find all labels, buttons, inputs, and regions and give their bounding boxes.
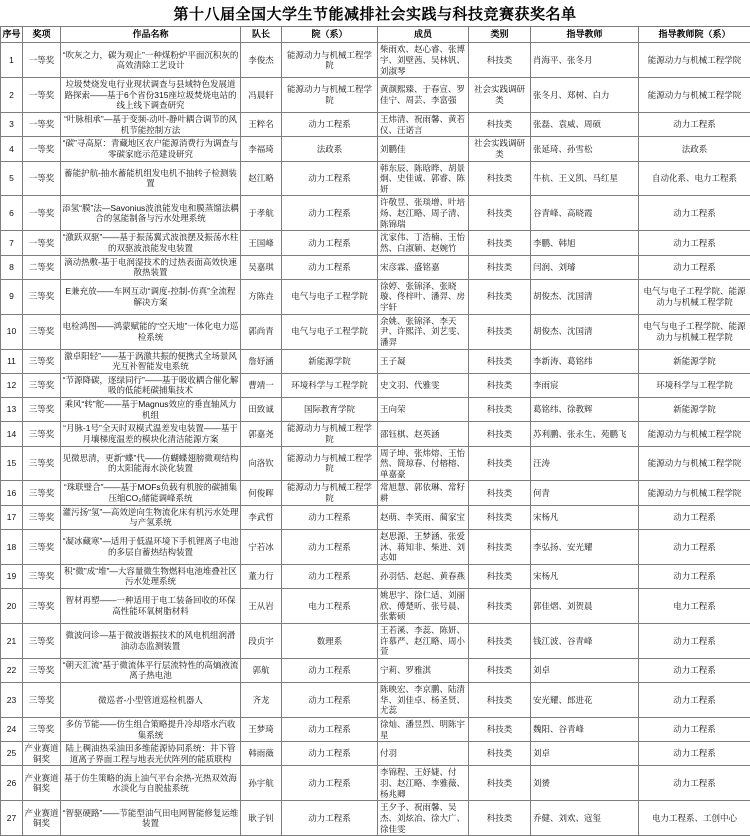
- cell-members: 沈家伟、丁浩楠、王怡然、白淑颖、赵婉竹: [378, 231, 469, 255]
- cell-seq: 24: [1, 717, 23, 741]
- cell-seq: 20: [1, 589, 23, 624]
- cell-members: 付羽: [378, 742, 469, 766]
- cell-work-title: 蓄能护航-抽水蓄能机组发电机不抽转子检测装置: [61, 161, 241, 196]
- cell-dept: 动力工程系: [282, 529, 378, 564]
- cell-award: 一等奖: [23, 196, 61, 231]
- cell-category: 科技类: [469, 196, 531, 231]
- cell-work-title: “珠联璧合”——基于MOFs负载有机胺的碳捕集压缩CO₂储能调峰系统: [61, 481, 241, 505]
- cell-members: 常旭慧、郭依琳、常籽耕: [378, 481, 469, 505]
- cell-seq: 21: [1, 623, 23, 658]
- table-row: [1, 161, 750, 196]
- cell-category: 科技类: [469, 422, 531, 446]
- cell-dept: 动力工程系: [282, 161, 378, 196]
- cell-category: 科技类: [469, 314, 531, 349]
- cell-advisor-dept: 动力工程系: [639, 564, 750, 588]
- cell-members: 王炜清、祝雨馨、黄若仪、汪诺言: [378, 113, 469, 137]
- cell-advisors: 张磊、袁威、周硕: [531, 113, 639, 137]
- cell-captain: 吴嘉琪: [241, 255, 282, 279]
- cell-advisors: 郭佳熠、刘贺晨: [531, 589, 639, 624]
- cell-advisors: 张冬月、郑树、白力: [531, 78, 639, 113]
- table-row: [1, 196, 750, 231]
- cell-advisors: 葛铭纬、徐教辉: [531, 398, 639, 422]
- cell-category: 社会实践调研类: [469, 137, 531, 161]
- column-header-captain: 队长: [241, 27, 282, 43]
- cell-category: 科技类: [469, 683, 531, 718]
- cell-captain: 王粹名: [241, 113, 282, 137]
- cell-members: 王夕予、祝雨馨、吴杰、刘炫冶、徐大广、徐佳雯: [378, 801, 469, 836]
- cell-work-title: “智驱硬路”——节能型油气田电网智能修复运维装置: [61, 801, 241, 836]
- cell-advisors: 胡俊杰、沈国清: [531, 314, 639, 349]
- cell-members: 姚思宇、徐仁适、刘丽欣、傅楚昕、张号晨、张紫硕: [378, 589, 469, 624]
- column-header-category: 类别: [469, 27, 531, 43]
- cell-dept: 能源动力与机械工程学院: [282, 43, 378, 78]
- cell-advisors: 钱江波、谷青峰: [531, 623, 639, 658]
- cell-work-title: 电检鸿图——鸿蒙赋能的“空天地”一体化电力巡检系统: [61, 314, 241, 349]
- cell-members: 余姚、张锦泽、李天尹、许熙洋、刘艺雯、潘羿: [378, 314, 469, 349]
- cell-captain: 孙宇航: [241, 766, 282, 801]
- cell-work-title: 垃圾焚烧发电行业现状调查与县域特色发展道路探索——基于6个省份315座垃圾焚烧电站的线上线下调查研究: [61, 78, 241, 113]
- cell-advisors: 何青: [531, 481, 639, 505]
- cell-award: 三等奖: [23, 422, 61, 446]
- cell-advisors: 刘卓: [531, 742, 639, 766]
- cell-advisors: 肖海平、张冬月: [531, 43, 639, 78]
- cell-work-title: 添氢“膜”法—Savonius波浪能发电和膜蒸馏法耦合的氢能制备与污水处理系统: [61, 196, 241, 231]
- cell-captain: 于孝航: [241, 196, 282, 231]
- cell-dept: 动力工程系: [282, 766, 378, 801]
- cell-members: 刘鹏佳: [378, 137, 469, 161]
- cell-work-title: 灌污扬“氢”—高效逆向生物流化床有机污水处理与产氢系统: [61, 505, 241, 529]
- cell-dept: 动力工程系: [282, 683, 378, 718]
- cell-award: 三等奖: [23, 658, 61, 682]
- cell-award: 产业赛道铜奖: [23, 742, 61, 766]
- cell-seq: 3: [1, 113, 23, 137]
- award-table: [0, 26, 750, 836]
- column-header-members: 成员: [378, 27, 469, 43]
- cell-captain: 赵江略: [241, 161, 282, 196]
- cell-dept: 动力工程系: [282, 717, 378, 741]
- cell-members: 赵萌、李笑雨、蔺家宝: [378, 505, 469, 529]
- cell-category: 科技类: [469, 505, 531, 529]
- cell-advisor-dept: 能源动力与机械工程学院: [639, 43, 750, 78]
- cell-work-title: 滴动热敷-基于电润湿技术的过热表面高效快速散热装置: [61, 255, 241, 279]
- cell-captain: 齐龙: [241, 683, 282, 718]
- cell-captain: 向洛钦: [241, 446, 282, 481]
- cell-work-title: 乘风“转”舵——基于Magnus效应的垂直轴风力机组: [61, 398, 241, 422]
- cell-work-title: 见微思清，更新“蝶”代——仿蝴蝶翅膀微观结构的太阳能海水淡化装置: [61, 446, 241, 481]
- cell-captain: 李俊杰: [241, 43, 282, 78]
- cell-seq: 26: [1, 766, 23, 801]
- cell-seq: 18: [1, 529, 23, 564]
- cell-category: 科技类: [469, 623, 531, 658]
- cell-advisors: 李弘扬、安光耀: [531, 529, 639, 564]
- cell-members: 史文羽、代雅雯: [378, 373, 469, 397]
- cell-advisors: 闫润、刘璿: [531, 255, 639, 279]
- cell-seq: 7: [1, 231, 23, 255]
- cell-award: 三等奖: [23, 717, 61, 741]
- table-row: [1, 742, 750, 766]
- cell-advisor-dept: 电力工程系、工创中心: [639, 801, 750, 836]
- cell-dept: 电力工程系: [282, 589, 378, 624]
- cell-category: 科技类: [469, 742, 531, 766]
- cell-members: 王向荣: [378, 398, 469, 422]
- cell-award: 一等奖: [23, 231, 61, 255]
- cell-dept: 能源动力与机械工程学院: [282, 481, 378, 505]
- cell-advisor-dept: 动力工程系: [639, 717, 750, 741]
- cell-work-title: “节源降碳，逐绿同行”——基于吸收耦合催化解吸的低能耗碳捕集技术: [61, 373, 241, 397]
- cell-dept: 动力工程系: [282, 801, 378, 836]
- cell-advisors: 乔健、刘欢、寇玺: [531, 801, 639, 836]
- cell-work-title: 激卓阳轻”——基于涡激共振的便携式全场景风光互补智能发电系统: [61, 349, 241, 373]
- cell-seq: 14: [1, 422, 23, 446]
- cell-category: 科技类: [469, 398, 531, 422]
- cell-advisor-dept: 动力工程系: [639, 113, 750, 137]
- cell-captain: 郭尚青: [241, 314, 282, 349]
- cell-advisors: 魏阳、谷青峰: [531, 717, 639, 741]
- cell-dept: 动力工程系: [282, 255, 378, 279]
- cell-category: 科技类: [469, 161, 531, 196]
- cell-advisor-dept: 新能源学院: [639, 349, 750, 373]
- cell-advisors: 张延琦、孙雪松: [531, 137, 639, 161]
- cell-category: 科技类: [469, 231, 531, 255]
- cell-captain: 田致诚: [241, 398, 282, 422]
- cell-seq: 17: [1, 505, 23, 529]
- table-row: [1, 78, 750, 113]
- table-row: [1, 481, 750, 505]
- cell-captain: 宁若冰: [241, 529, 282, 564]
- cell-award: 一等奖: [23, 78, 61, 113]
- cell-work-title: “吹灰之力，碳为观止”一种煤粉炉平面沉积灰的高效清除工艺设计: [61, 43, 241, 78]
- cell-category: 科技类: [469, 43, 531, 78]
- cell-work-title: 积“微”成“堆”—大容量微生物燃料电池堆叠社区污水处理系统: [61, 564, 241, 588]
- cell-captain: 李武哲: [241, 505, 282, 529]
- cell-dept: 能源动力与机械工程学院: [282, 422, 378, 446]
- cell-award: 三等奖: [23, 589, 61, 624]
- cell-seq: 5: [1, 161, 23, 196]
- cell-advisors: 谷青峰、高晓霞: [531, 196, 639, 231]
- table-row: [1, 766, 750, 801]
- cell-work-title: 智材再塑——一种适用于电工装备回收的环保高性能环氧树脂材料: [61, 589, 241, 624]
- cell-advisors: 李新涛、葛铭纬: [531, 349, 639, 373]
- cell-members: 徐灿、潘昱烈、明陈宇星: [378, 717, 469, 741]
- table-row: [1, 43, 750, 78]
- cell-seq: 11: [1, 349, 23, 373]
- cell-award: 三等奖: [23, 623, 61, 658]
- cell-advisors: 苏利鹏、张永生、苑鹏飞: [531, 422, 639, 446]
- cell-work-title: 多仿节能——仿生组合策略提升冷却塔水汽收集系统: [61, 717, 241, 741]
- table-row: [1, 349, 750, 373]
- cell-captain: 李福琦: [241, 137, 282, 161]
- cell-members: 孙羽恬、赵起、黄春燕: [378, 564, 469, 588]
- cell-work-title: 微波问诊—基于微波谐振技术的风电机组润滑油动态监测装置: [61, 623, 241, 658]
- cell-members: 周子坤、张炜熔、王怡然、简琼春、付榕榕、单嘉豪: [378, 446, 469, 481]
- cell-dept: 电气与电子工程学院: [282, 279, 378, 314]
- cell-award: 三等奖: [23, 349, 61, 373]
- cell-captain: 董力行: [241, 564, 282, 588]
- cell-members: 柴雨欢、赵心睿、张博宇、刘壁茜、吴林钒、刘淑琴: [378, 43, 469, 78]
- cell-captain: 郭航: [241, 658, 282, 682]
- cell-award: 一等奖: [23, 161, 61, 196]
- cell-award: 一等奖: [23, 113, 61, 137]
- cell-seq: 6: [1, 196, 23, 231]
- cell-award: 三等奖: [23, 529, 61, 564]
- cell-dept: 电气与电子工程学院: [282, 314, 378, 349]
- cell-dept: 动力工程系: [282, 658, 378, 682]
- cell-category: 科技类: [469, 373, 531, 397]
- column-header-dept: 院（系）: [282, 27, 378, 43]
- table-row: [1, 446, 750, 481]
- cell-dept: 能源动力与机械工程学院: [282, 446, 378, 481]
- cell-advisors: 汪涛: [531, 446, 639, 481]
- cell-award: 三等奖: [23, 398, 61, 422]
- cell-captain: 詹妤涵: [241, 349, 282, 373]
- cell-captain: 曹靖一: [241, 373, 282, 397]
- cell-dept: 能源动力与机械工程学院: [282, 78, 378, 113]
- cell-dept: 动力工程系: [282, 196, 378, 231]
- table-row: [1, 529, 750, 564]
- cell-award: 三等奖: [23, 505, 61, 529]
- cell-seq: 12: [1, 373, 23, 397]
- cell-captain: 冯晨轩: [241, 78, 282, 113]
- cell-captain: 耿子钊: [241, 801, 282, 836]
- table-row: [1, 113, 750, 137]
- cell-advisor-dept: 环境科学与工程学院: [639, 373, 750, 397]
- cell-award: 一等奖: [23, 43, 61, 78]
- cell-seq: 9: [1, 279, 23, 314]
- cell-captain: 郭嘉尧: [241, 422, 282, 446]
- cell-members: 李锦程、王妤婕、付羽、赵江略、李雅薇、杨兆卿: [378, 766, 469, 801]
- cell-seq: 10: [1, 314, 23, 349]
- cell-work-title: “凝冰藏寒”—适用于低温环境下手机锂离子电池的多层自蓄热结构装置: [61, 529, 241, 564]
- cell-dept: 国际教育学院: [282, 398, 378, 422]
- cell-advisor-dept: 动力工程系: [639, 683, 750, 718]
- cell-work-title: E兼充放——车网互动“调度-控制-仿真”全流程解决方案: [61, 279, 241, 314]
- cell-category: 科技类: [469, 481, 531, 505]
- cell-advisor-dept: 法政系: [639, 137, 750, 161]
- cell-dept: 法政系: [282, 137, 378, 161]
- cell-members: 宁莉、罗雅淇: [378, 658, 469, 682]
- table-row: [1, 564, 750, 588]
- cell-advisors: 胡俊杰、沈国清: [531, 279, 639, 314]
- table-row: [1, 505, 750, 529]
- cell-seq: 16: [1, 481, 23, 505]
- cell-work-title: “月脉-1号”全天时双模式温差发电装置——基于月壤梯度温差的模块化清洁能源方案: [61, 422, 241, 446]
- cell-members: 宋彦霖、盛铭嘉: [378, 255, 469, 279]
- cell-advisors: 安光耀、郎进花: [531, 683, 639, 718]
- table-row: [1, 623, 750, 658]
- cell-dept: 动力工程系: [282, 505, 378, 529]
- column-header-award: 奖项: [23, 27, 61, 43]
- cell-advisor-dept: 能源动力与机械工程学院: [639, 446, 750, 481]
- cell-category: 科技类: [469, 349, 531, 373]
- cell-captain: 王从岩: [241, 589, 282, 624]
- cell-dept: 动力工程系: [282, 113, 378, 137]
- table-row: [1, 801, 750, 836]
- cell-advisor-dept: 动力工程系: [639, 623, 750, 658]
- cell-dept: 动力工程系: [282, 231, 378, 255]
- table-row: [1, 683, 750, 718]
- cell-advisor-dept: 动力工程系: [639, 505, 750, 529]
- cell-advisor-dept: 电气与电子工程学院、能源动力与机械工程学院: [639, 314, 750, 349]
- cell-award: 三等奖: [23, 564, 61, 588]
- cell-members: 陈映宏、李京鹏、陆清华、刘佳卓、杨圣贤、尤蕊: [378, 683, 469, 718]
- cell-advisor-dept: 动力工程系: [639, 231, 750, 255]
- column-header-advisor-dept: 指导教师院（系）: [639, 27, 750, 43]
- cell-dept: 新能源学院: [282, 349, 378, 373]
- column-header-advisors: 指导教师: [531, 27, 639, 43]
- cell-captain: 王国峰: [241, 231, 282, 255]
- cell-captain: 何俊晖: [241, 481, 282, 505]
- cell-category: 科技类: [469, 564, 531, 588]
- cell-work-title: “朝天汇流”基于微流体平行层流特性的高熵液流离子热电池: [61, 658, 241, 682]
- cell-advisors: 宋杨凡: [531, 564, 639, 588]
- cell-advisors: 牛杭、王义凯、马红星: [531, 161, 639, 196]
- cell-dept: 环境科学与工程学院: [282, 373, 378, 397]
- cell-members: 徐婷、张锦泽、张晓璇、佟梓叶、潘羿、房宇轩: [378, 279, 469, 314]
- cell-award: 三等奖: [23, 683, 61, 718]
- table-row: [1, 717, 750, 741]
- cell-award: 产业赛道铜奖: [23, 801, 61, 836]
- cell-work-title: 陆上稠油热采油田多维能源协同系统：井下管道离子界面工程与地表光伏阵列的能质联构: [61, 742, 241, 766]
- cell-seq: 13: [1, 398, 23, 422]
- cell-work-title: “碳”寻高原：青藏地区农户能源消费行为调查与零碳家庭示范建设研究: [61, 137, 241, 161]
- cell-dept: 数理系: [282, 623, 378, 658]
- cell-category: 科技类: [469, 529, 531, 564]
- table-row: [1, 231, 750, 255]
- cell-seq: 8: [1, 255, 23, 279]
- cell-category: 科技类: [469, 589, 531, 624]
- cell-advisors: 刘卓: [531, 658, 639, 682]
- cell-seq: 19: [1, 564, 23, 588]
- table-row: [1, 279, 750, 314]
- table-row: [1, 373, 750, 397]
- cell-members: 王若溪、李蕊、陈妍、许慕严、赵江略、周小萱: [378, 623, 469, 658]
- cell-award: 二等奖: [23, 255, 61, 279]
- cell-advisor-dept: 动力工程系: [639, 196, 750, 231]
- cell-advisor-dept: 动力工程系: [639, 742, 750, 766]
- table-row: [1, 658, 750, 682]
- cell-advisor-dept: 能源动力与机械工程学院: [639, 481, 750, 505]
- cell-advisor-dept: 动力工程系: [639, 658, 750, 682]
- cell-captain: 段贞宇: [241, 623, 282, 658]
- cell-dept: 动力工程系: [282, 742, 378, 766]
- cell-award: 一等奖: [23, 137, 61, 161]
- cell-category: 科技类: [469, 766, 531, 801]
- table-header-row: [1, 27, 750, 43]
- cell-category: 科技类: [469, 717, 531, 741]
- cell-award: 产业赛道铜奖: [23, 766, 61, 801]
- cell-advisors: 李雨宸: [531, 373, 639, 397]
- cell-seq: 1: [1, 43, 23, 78]
- cell-members: 韩东辰、陈晗晔、胡景炯、史佳诚、郭睿、陈妍: [378, 161, 469, 196]
- cell-advisor-dept: 自动化系、电力工程系: [639, 161, 750, 196]
- cell-seq: 4: [1, 137, 23, 161]
- cell-seq: 25: [1, 742, 23, 766]
- column-header-work-title: 作品名称: [61, 27, 241, 43]
- cell-award: 三等奖: [23, 314, 61, 349]
- cell-category: 科技类: [469, 113, 531, 137]
- cell-work-title: 微巡者-小型管道巡检机器人: [61, 683, 241, 718]
- cell-advisor-dept: 能源动力与机械工程学院: [639, 78, 750, 113]
- cell-advisor-dept: 电气与电子工程学院、能源动力与机械工程学院: [639, 279, 750, 314]
- cell-advisor-dept: 动力工程系: [639, 766, 750, 801]
- cell-advisors: 刘赟: [531, 766, 639, 801]
- cell-seq: 2: [1, 78, 23, 113]
- cell-members: 黄颜熙臻、于春宣、罗佳宁、周芸、李富强: [378, 78, 469, 113]
- cell-category: 科技类: [469, 801, 531, 836]
- cell-seq: 15: [1, 446, 23, 481]
- cell-category: 科技类: [469, 279, 531, 314]
- cell-seq: 27: [1, 801, 23, 836]
- cell-seq: 23: [1, 683, 23, 718]
- cell-seq: 22: [1, 658, 23, 682]
- page-title: 第十八届全国大学生节能减排社会实践与科技竞赛获奖名单: [0, 0, 750, 26]
- table-row: [1, 422, 750, 446]
- cell-members: 邵钰棋、赵英涵: [378, 422, 469, 446]
- cell-members: 王子凝: [378, 349, 469, 373]
- table-row: [1, 314, 750, 349]
- cell-captain: 韩雨薇: [241, 742, 282, 766]
- cell-advisor-dept: 动力工程系: [639, 529, 750, 564]
- table-row: [1, 589, 750, 624]
- cell-award: 三等奖: [23, 446, 61, 481]
- cell-dept: 动力工程系: [282, 564, 378, 588]
- cell-advisor-dept: 能源动力与机械工程学院: [639, 422, 750, 446]
- cell-work-title: “激跃双驱”——基于振荡翼式波浪摆及振荡水柱的双驱波浪能发电装置: [61, 231, 241, 255]
- cell-captain: 王梦琦: [241, 717, 282, 741]
- cell-category: 科技类: [469, 446, 531, 481]
- table-row: [1, 137, 750, 161]
- cell-members: 许敬昱、张琰增、叶培炀、赵江略、周子清、陈锦瑞: [378, 196, 469, 231]
- table-row: [1, 255, 750, 279]
- cell-work-title: 基于仿生策略的海上油气平台余热-光热双效海水淡化与自脱盐系统: [61, 766, 241, 801]
- cell-work-title: “叶脉相承”—基于变频-动叶-静叶耦合调节的风机节能控制方法: [61, 113, 241, 137]
- cell-advisor-dept: 新能源学院: [639, 398, 750, 422]
- cell-award: 三等奖: [23, 373, 61, 397]
- cell-advisors: 宋杨凡: [531, 505, 639, 529]
- cell-category: 社会实践调研类: [469, 78, 531, 113]
- cell-advisor-dept: 动力工程系: [639, 255, 750, 279]
- column-header-seq: 序号: [1, 27, 23, 43]
- cell-category: 科技类: [469, 255, 531, 279]
- cell-award: 三等奖: [23, 481, 61, 505]
- cell-advisor-dept: 电力工程系: [639, 589, 750, 624]
- cell-advisors: 李鹏、韩旭: [531, 231, 639, 255]
- cell-award: 三等奖: [23, 279, 61, 314]
- cell-captain: 方陈垚: [241, 279, 282, 314]
- cell-members: 赵思源、王梦涵、张爱沐、蒋知非、柴进、刘志如: [378, 529, 469, 564]
- cell-category: 科技类: [469, 658, 531, 682]
- table-row: [1, 398, 750, 422]
